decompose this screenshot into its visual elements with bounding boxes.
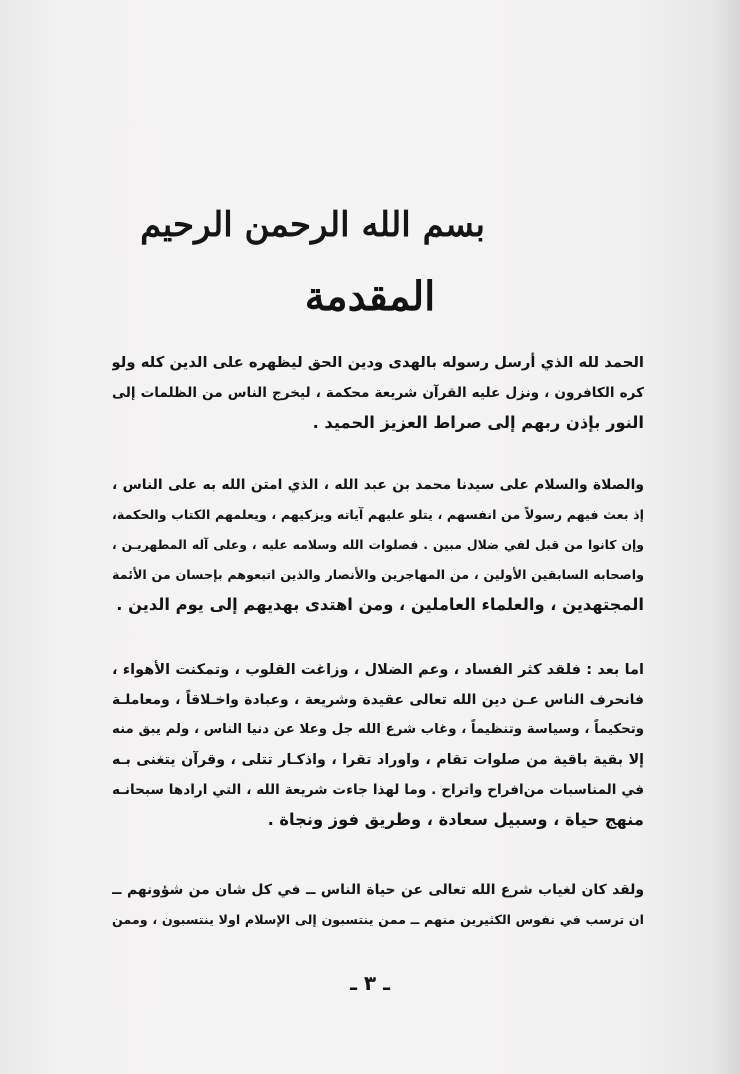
text-line: المجتهدين ، والعلماء العاملين ، ومن اهتدى بهديهم إلى يوم الدين . <box>116 595 644 614</box>
section-heading: المقدمة <box>304 273 436 320</box>
basmala-calligraphy: بسم الله الرحمن الرحيم <box>140 205 485 245</box>
text-line: ولقد كان لغياب شرع الله تعالى عن حياة الناس ــ في كل شان من شؤونهم ــ <box>112 882 644 898</box>
paragraph-4 <box>112 875 644 935</box>
text-line: واصحابه السابقين الأولين ، من المهاجرين والأنصار والذين اتبعوهم بإحسان من الأئمة <box>112 567 644 582</box>
paragraph-1 <box>112 348 644 438</box>
text-line: وإن كانوا من قبل لفي ضلال مبين . فصلوات الله وسلامه عليه ، وعلى آله المطهريـن ، <box>112 537 644 552</box>
text-line: فانحرف الناس عـن دين الله تعالى عقيدة وشريعة ، وعبادة واخـلاقاً ، ومعاملـة <box>112 692 644 708</box>
paragraph-3 <box>112 655 644 835</box>
text-line: كره الكافرون ، ونزل عليه القرآن شريعة محكمة ، ليخرج الناس من الظلمات إلى <box>112 385 644 401</box>
page-edge-shadow <box>712 0 740 1074</box>
text-line: إذ بعث فيهم رسولاً من انفسهم ، يتلو عليهم آياته ويزكيهم ، ويعلمهم الكتاب والحكمة، <box>112 507 644 522</box>
text-line: اما بعد : فلقد كثر الفساد ، وعم الضلال ، وزاغت القلوب ، وتمكنت الأهواء ، <box>112 662 644 678</box>
text-line: في المناسبات من‌افراح واتراح . وما لهذا جاءت شريعة الله ، التي ارادها سبحانـه <box>112 782 644 798</box>
text-line: منهج حياة ، وسبيل سعادة ، وطريق فوز ونجاة . <box>267 810 644 829</box>
text-line: النور بإذن ربهم إلى صراط العزيز الحميد . <box>312 413 644 432</box>
text-line: ان ترسب في نفوس الكثيرين منهم ــ ممن ينتسبون إلى الإسلام اولا ينتسبون ، وممن <box>112 912 644 927</box>
text-line: إلا بقية باقية من صلوات تقام ، واوراد تقرا ، واذكـار تتلى ، وقرآن يتغنى بـه <box>112 752 644 768</box>
paragraph-2 <box>112 470 644 620</box>
text-line: وتحكيماً ، وسياسة وتنظيماً ، وغاب شرع الله جل وعلا عن دنيا الناس ، ولم يبق منه <box>112 722 644 737</box>
text-line: الحمد لله الذي أرسل رسوله بالهدى ودين الحق ليظهره على الدين كله ولو <box>112 354 644 371</box>
text-line: والصلاة والسلام على سيدنا محمد بن عبد الله ، الذي امتن الله به على الناس ، <box>112 477 644 493</box>
page-number: ـ ٣ ـ <box>350 971 390 995</box>
